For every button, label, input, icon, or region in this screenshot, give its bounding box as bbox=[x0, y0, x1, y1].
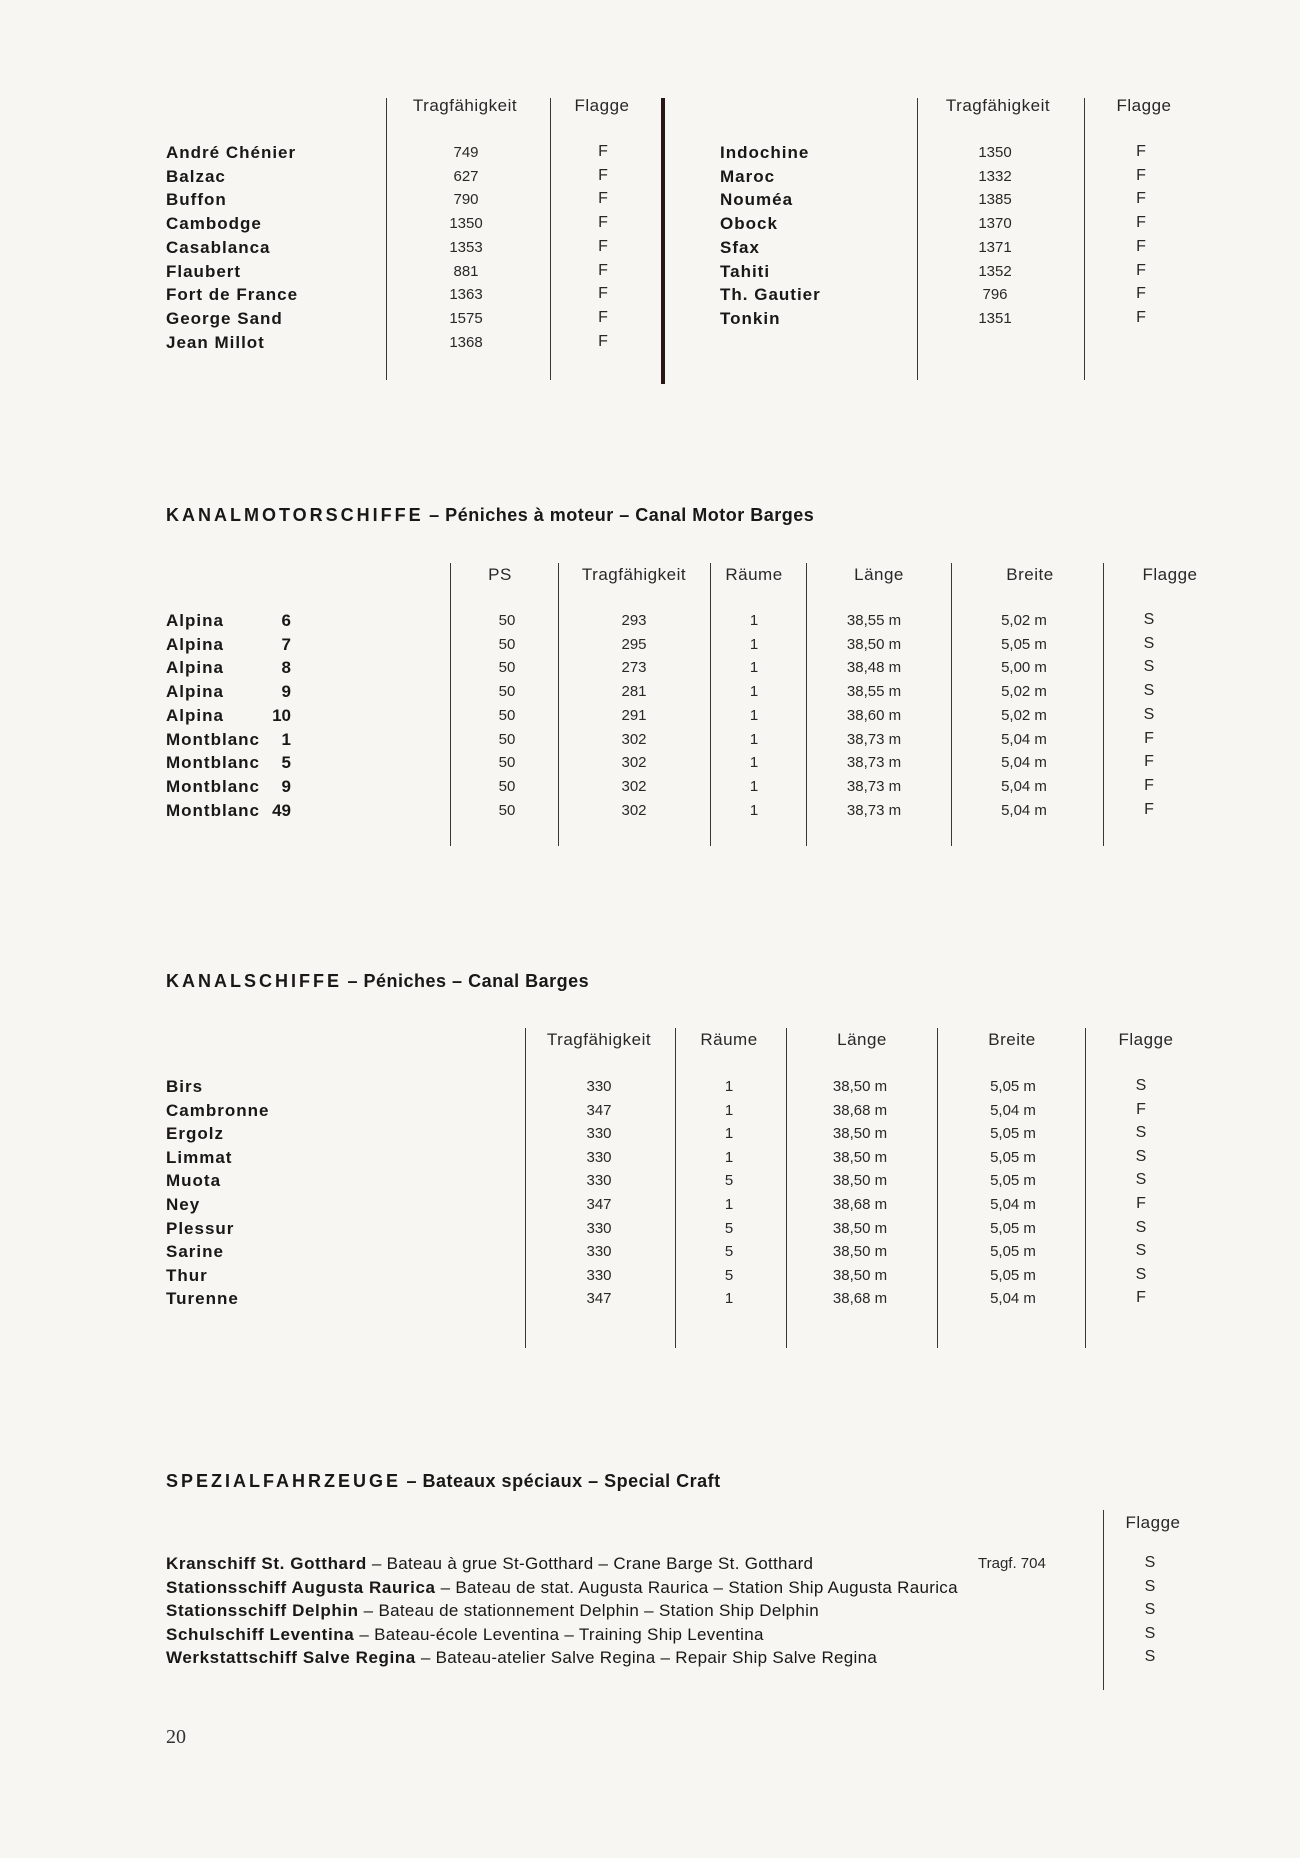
ship-flag: F bbox=[598, 332, 608, 350]
header-ps: PS bbox=[488, 565, 512, 584]
barge-name: Montblanc bbox=[166, 729, 260, 749]
column-divider bbox=[1084, 98, 1085, 380]
ship-name: Flaubert bbox=[166, 261, 242, 281]
title-translation: – Péniches – Canal Barges bbox=[342, 971, 590, 991]
barge-width: 5,05 m bbox=[990, 1266, 1036, 1284]
barge-flag: S bbox=[1135, 1242, 1147, 1260]
barge-number: 7 bbox=[281, 634, 291, 654]
barge-flag: S bbox=[1143, 705, 1155, 723]
barge-capacity: 295 bbox=[621, 635, 647, 653]
center-divider bbox=[661, 98, 665, 384]
barge-holds: 1 bbox=[749, 730, 759, 748]
barge-name: Montblanc bbox=[166, 776, 260, 796]
barge-width: 5,05 m bbox=[990, 1078, 1036, 1095]
ship-name: Tonkin bbox=[720, 308, 781, 328]
barge-capacity: 302 bbox=[621, 777, 647, 795]
barge-number: 6 bbox=[281, 611, 291, 630]
barge-length: 38,50 m bbox=[846, 635, 902, 653]
header-flag-right: Flagge bbox=[1116, 96, 1172, 115]
barge-width: 5,05 m bbox=[990, 1125, 1036, 1143]
barge-flag: S bbox=[1135, 1171, 1147, 1189]
barge-flag: F bbox=[1136, 1195, 1146, 1212]
barge-ps: 50 bbox=[498, 777, 516, 795]
barge-flag: S bbox=[1143, 611, 1155, 628]
ship-flag: F bbox=[1136, 237, 1146, 255]
special-craft-description: – Bateau-atelier Salve Regina – Repair Ship Salve Regina bbox=[415, 1648, 878, 1668]
ship-capacity: 749 bbox=[453, 144, 479, 161]
barge-name: Birs bbox=[166, 1077, 204, 1096]
special-craft-capacity: Tragf. 704 bbox=[978, 1555, 1046, 1572]
header-width: Breite bbox=[1006, 565, 1054, 584]
barge-width: 5,05 m bbox=[990, 1219, 1036, 1237]
ship-name: Buffon bbox=[166, 190, 227, 210]
barge-holds: 5 bbox=[724, 1243, 734, 1261]
special-craft-flag: S bbox=[1144, 1624, 1156, 1642]
barge-ps: 50 bbox=[498, 659, 516, 677]
ship-name: Balzac bbox=[166, 166, 226, 186]
column-divider bbox=[937, 1028, 938, 1348]
barge-flag: F bbox=[1136, 1100, 1146, 1118]
barge-name: Muota bbox=[166, 1171, 222, 1191]
ship-capacity: 1370 bbox=[978, 215, 1012, 233]
barge-name: Cambronne bbox=[166, 1100, 270, 1120]
special-craft-flag: S bbox=[1144, 1601, 1156, 1619]
barge-number: 1 bbox=[281, 729, 291, 749]
column-divider bbox=[806, 563, 807, 846]
ship-capacity: 1371 bbox=[978, 238, 1012, 256]
barge-width: 5,02 m bbox=[1001, 612, 1047, 629]
special-craft-name: Stationsschiff Augusta Raurica bbox=[166, 1577, 436, 1597]
barge-capacity: 273 bbox=[621, 659, 647, 677]
page-number: 20 bbox=[166, 1726, 186, 1748]
barge-flag: F bbox=[1136, 1289, 1146, 1307]
special-craft-flag: S bbox=[1144, 1577, 1156, 1595]
special-craft-row bbox=[166, 1625, 764, 1645]
barge-number: 49 bbox=[272, 800, 291, 820]
barge-holds: 1 bbox=[749, 683, 759, 701]
ship-name: Cambodge bbox=[166, 214, 262, 234]
barge-holds: 5 bbox=[724, 1172, 734, 1190]
barge-ps: 50 bbox=[498, 754, 516, 772]
barge-capacity: 302 bbox=[621, 754, 647, 772]
special-craft-row bbox=[166, 1648, 877, 1668]
special-craft-flag: S bbox=[1144, 1648, 1156, 1666]
ship-capacity: 1575 bbox=[449, 309, 483, 327]
barge-name: Sarine bbox=[166, 1242, 224, 1262]
barge-flag: S bbox=[1135, 1077, 1147, 1094]
column-divider bbox=[1103, 1510, 1104, 1690]
column-divider bbox=[675, 1028, 676, 1348]
barge-holds: 5 bbox=[724, 1219, 734, 1237]
ship-name: George Sand bbox=[166, 308, 283, 328]
barge-length: 38,50 m bbox=[832, 1266, 888, 1284]
barge-length: 38,73 m bbox=[846, 801, 902, 819]
ship-capacity: 1363 bbox=[449, 286, 483, 304]
special-craft-name: Kranschiff St. Gotthard bbox=[166, 1554, 367, 1573]
barge-name: Alpina bbox=[166, 658, 224, 678]
special-craft-name: Stationsschiff Delphin bbox=[166, 1601, 359, 1621]
barge-holds: 1 bbox=[724, 1148, 734, 1166]
barge-holds: 1 bbox=[749, 706, 759, 724]
ship-capacity: 1352 bbox=[978, 262, 1012, 280]
ship-capacity: 790 bbox=[453, 191, 479, 209]
header-flag: Flagge bbox=[1125, 1513, 1181, 1532]
barge-holds: 1 bbox=[724, 1101, 734, 1119]
header-holds: Räume bbox=[725, 565, 783, 584]
ship-capacity: 627 bbox=[453, 167, 479, 185]
barge-flag: S bbox=[1135, 1218, 1147, 1236]
header-capacity: Tragfähigkeit bbox=[546, 1030, 652, 1049]
header-width: Breite bbox=[988, 1030, 1036, 1049]
section-title-canal-barges bbox=[166, 971, 589, 992]
barge-holds: 1 bbox=[724, 1196, 734, 1213]
barge-width: 5,04 m bbox=[990, 1290, 1036, 1308]
ship-flag: F bbox=[598, 237, 608, 255]
barge-length: 38,73 m bbox=[846, 754, 902, 772]
ship-flag: F bbox=[598, 285, 608, 303]
barge-flag: S bbox=[1143, 682, 1155, 700]
barge-width: 5,05 m bbox=[990, 1148, 1036, 1166]
barge-holds: 1 bbox=[749, 777, 759, 795]
barge-capacity: 347 bbox=[586, 1196, 612, 1213]
ship-name: Fort de France bbox=[166, 285, 299, 305]
barge-ps: 50 bbox=[498, 706, 516, 724]
header-capacity-left: Tragfähigkeit bbox=[412, 96, 518, 115]
header-capacity: Tragfähigkeit bbox=[581, 565, 687, 584]
barge-name: Montblanc bbox=[166, 800, 260, 820]
barge-flag: F bbox=[1144, 776, 1154, 794]
special-craft-name: Schulschiff Leventina bbox=[166, 1624, 355, 1644]
ship-capacity: 796 bbox=[982, 286, 1008, 304]
ship-flag: F bbox=[1136, 308, 1146, 326]
barge-length: 38,68 m bbox=[832, 1196, 888, 1213]
barge-flag: S bbox=[1135, 1265, 1147, 1283]
barge-name: Alpina bbox=[166, 705, 224, 725]
barge-holds: 1 bbox=[724, 1078, 734, 1095]
barge-ps: 50 bbox=[498, 730, 516, 748]
barge-capacity: 330 bbox=[586, 1266, 612, 1284]
header-flag-left: Flagge bbox=[574, 96, 630, 115]
ship-flag: F bbox=[1136, 190, 1146, 208]
barge-length: 38,55 m bbox=[846, 683, 902, 701]
ship-flag: F bbox=[598, 190, 608, 208]
barge-name: Alpina bbox=[166, 634, 224, 654]
title-main: KANALMOTORSCHIFFE bbox=[166, 505, 424, 525]
barge-width: 5,05 m bbox=[990, 1172, 1036, 1190]
barge-length: 38,55 m bbox=[846, 612, 902, 629]
ship-flag: F bbox=[598, 214, 608, 232]
barge-width: 5,00 m bbox=[1001, 659, 1047, 677]
barge-number: 9 bbox=[281, 682, 291, 702]
barge-width: 5,05 m bbox=[990, 1243, 1036, 1261]
ship-capacity: 1351 bbox=[978, 309, 1012, 327]
column-divider bbox=[525, 1028, 526, 1348]
barge-holds: 1 bbox=[749, 612, 759, 629]
header-holds: Räume bbox=[700, 1030, 758, 1049]
ship-flag: F bbox=[598, 143, 608, 160]
ship-flag: F bbox=[598, 166, 608, 184]
ship-capacity: 1353 bbox=[449, 238, 483, 256]
barge-length: 38,50 m bbox=[832, 1148, 888, 1166]
ship-name: Casablanca bbox=[166, 237, 271, 257]
barge-flag: F bbox=[1144, 800, 1154, 818]
barge-length: 38,50 m bbox=[832, 1078, 888, 1095]
ship-flag: F bbox=[1136, 261, 1146, 279]
ship-name: Obock bbox=[720, 214, 778, 234]
special-craft-description: – Bateau de stat. Augusta Raurica – Station Ship Augusta Raurica bbox=[435, 1577, 958, 1597]
barge-length: 38,50 m bbox=[832, 1243, 888, 1261]
column-divider bbox=[1085, 1028, 1086, 1348]
barge-holds: 1 bbox=[749, 635, 759, 653]
barge-name: Ney bbox=[166, 1195, 201, 1214]
barge-width: 5,04 m bbox=[1001, 730, 1047, 748]
barge-holds: 1 bbox=[749, 801, 759, 819]
title-translation: – Péniches à moteur – Canal Motor Barges bbox=[423, 505, 815, 525]
barge-capacity: 330 bbox=[586, 1243, 612, 1261]
ship-flag: F bbox=[598, 308, 608, 326]
barge-length: 38,48 m bbox=[846, 659, 902, 677]
barge-name: Limmat bbox=[166, 1147, 233, 1167]
special-craft-row bbox=[166, 1601, 819, 1621]
barge-capacity: 330 bbox=[586, 1078, 612, 1095]
barge-flag: S bbox=[1143, 634, 1155, 652]
ship-name: Jean Millot bbox=[166, 332, 265, 352]
barge-capacity: 281 bbox=[621, 683, 647, 701]
barge-capacity: 302 bbox=[621, 801, 647, 819]
ship-name: Tahiti bbox=[720, 261, 771, 281]
barge-capacity: 347 bbox=[586, 1101, 612, 1119]
barge-width: 5,02 m bbox=[1001, 683, 1047, 701]
ship-name: Indochine bbox=[720, 143, 810, 162]
header-length: Länge bbox=[854, 565, 904, 584]
barge-capacity: 330 bbox=[586, 1148, 612, 1166]
barge-capacity: 330 bbox=[586, 1219, 612, 1237]
special-craft-name: Werkstattschiff Salve Regina bbox=[166, 1648, 416, 1668]
column-divider bbox=[786, 1028, 787, 1348]
special-craft-row bbox=[166, 1578, 958, 1598]
barge-flag: S bbox=[1143, 658, 1155, 676]
ship-name: Maroc bbox=[720, 166, 776, 186]
header-length: Länge bbox=[837, 1030, 887, 1049]
barge-width: 5,02 m bbox=[1001, 706, 1047, 724]
ship-name: Th. Gautier bbox=[720, 285, 821, 305]
barge-length: 38,60 m bbox=[846, 706, 902, 724]
ship-name: André Chénier bbox=[166, 143, 297, 162]
title-translation: – Bateaux spéciaux – Special Craft bbox=[401, 1471, 721, 1491]
barge-length: 38,50 m bbox=[832, 1172, 888, 1190]
barge-holds: 5 bbox=[724, 1266, 734, 1284]
header-flag: Flagge bbox=[1142, 565, 1198, 584]
barge-capacity: 291 bbox=[621, 706, 647, 724]
barge-ps: 50 bbox=[498, 683, 516, 701]
barge-width: 5,04 m bbox=[990, 1196, 1036, 1213]
barge-name: Turenne bbox=[166, 1289, 239, 1309]
barge-capacity: 347 bbox=[586, 1290, 612, 1308]
barge-flag: S bbox=[1135, 1124, 1147, 1142]
column-divider bbox=[1103, 563, 1104, 846]
ship-capacity: 1332 bbox=[978, 167, 1012, 185]
column-divider bbox=[917, 98, 918, 380]
barge-name: Alpina bbox=[166, 611, 224, 630]
barge-length: 38,68 m bbox=[832, 1101, 888, 1119]
header-capacity-right: Tragfähigkeit bbox=[945, 96, 1051, 115]
barge-number: 9 bbox=[281, 776, 291, 796]
section-title-motor-barges bbox=[166, 505, 814, 526]
column-divider bbox=[951, 563, 952, 846]
barge-holds: 1 bbox=[724, 1125, 734, 1143]
header-flag: Flagge bbox=[1118, 1030, 1174, 1049]
column-divider bbox=[386, 98, 387, 380]
barge-ps: 50 bbox=[498, 801, 516, 819]
special-craft-description: – Bateau à grue St-Gotthard – Crane Barge St. Gotthard bbox=[366, 1554, 814, 1573]
ship-flag: F bbox=[1136, 214, 1146, 232]
ship-flag: F bbox=[598, 261, 608, 279]
barge-width: 5,04 m bbox=[1001, 801, 1047, 819]
ship-capacity: 1368 bbox=[449, 333, 483, 351]
ship-name: Sfax bbox=[720, 237, 760, 257]
ship-capacity: 1350 bbox=[449, 215, 483, 233]
special-craft-description: – Bateau-école Leventina – Training Ship Leventina bbox=[354, 1624, 764, 1644]
barge-name: Alpina bbox=[166, 682, 224, 702]
ship-capacity: 881 bbox=[453, 262, 479, 280]
special-craft-row bbox=[166, 1554, 813, 1574]
ship-capacity: 1350 bbox=[978, 144, 1012, 161]
ship-capacity: 1385 bbox=[978, 191, 1012, 209]
barge-width: 5,04 m bbox=[990, 1101, 1036, 1119]
barge-flag: F bbox=[1144, 729, 1154, 747]
ship-flag: F bbox=[1136, 143, 1146, 160]
special-craft-description: – Bateau de stationnement Delphin – Station Ship Delphin bbox=[358, 1601, 820, 1621]
ship-flag: F bbox=[1136, 285, 1146, 303]
special-craft-flag: S bbox=[1144, 1554, 1156, 1571]
barge-ps: 50 bbox=[498, 635, 516, 653]
barge-holds: 1 bbox=[724, 1290, 734, 1308]
section-title-special-craft bbox=[166, 1471, 721, 1492]
barge-number: 8 bbox=[281, 658, 291, 678]
column-divider bbox=[558, 563, 559, 846]
column-divider bbox=[710, 563, 711, 846]
barge-width: 5,04 m bbox=[1001, 777, 1047, 795]
barge-capacity: 330 bbox=[586, 1172, 612, 1190]
barge-width: 5,05 m bbox=[1001, 635, 1047, 653]
column-divider bbox=[550, 98, 551, 380]
column-divider bbox=[450, 563, 451, 846]
ship-flag: F bbox=[1136, 166, 1146, 184]
title-main: SPEZIALFAHRZEUGE bbox=[166, 1471, 402, 1491]
barge-flag: F bbox=[1144, 753, 1154, 771]
barge-width: 5,04 m bbox=[1001, 754, 1047, 772]
barge-flag: S bbox=[1135, 1147, 1147, 1165]
barge-capacity: 293 bbox=[621, 612, 647, 629]
barge-number: 10 bbox=[272, 705, 291, 725]
barge-length: 38,73 m bbox=[846, 777, 902, 795]
ship-name: Nouméa bbox=[720, 190, 794, 210]
barge-length: 38,68 m bbox=[832, 1290, 888, 1308]
barge-length: 38,50 m bbox=[832, 1125, 888, 1143]
barge-number: 5 bbox=[281, 753, 291, 773]
barge-name: Thur bbox=[166, 1265, 208, 1285]
barge-capacity: 330 bbox=[586, 1125, 612, 1143]
barge-name: Montblanc bbox=[166, 753, 260, 773]
barge-ps: 50 bbox=[498, 612, 516, 629]
barge-holds: 1 bbox=[749, 659, 759, 677]
barge-holds: 1 bbox=[749, 754, 759, 772]
barge-length: 38,73 m bbox=[846, 730, 902, 748]
barge-capacity: 302 bbox=[621, 730, 647, 748]
barge-name: Ergolz bbox=[166, 1124, 224, 1144]
title-main: KANALSCHIFFE bbox=[166, 971, 342, 991]
barge-length: 38,50 m bbox=[832, 1219, 888, 1237]
barge-name: Plessur bbox=[166, 1218, 235, 1238]
